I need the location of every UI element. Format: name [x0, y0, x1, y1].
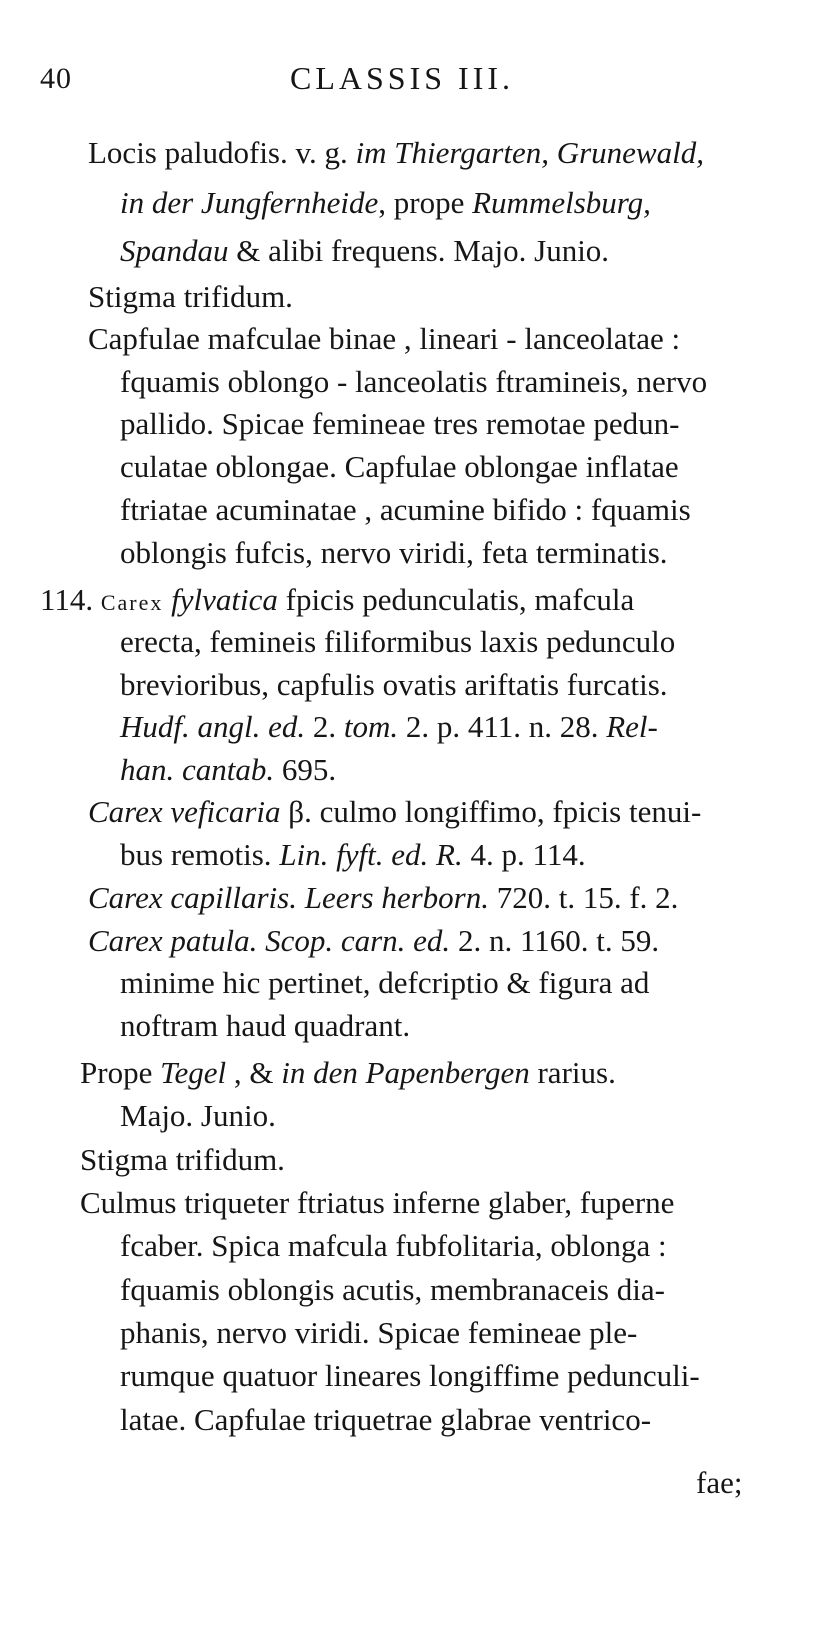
text-segment: bus remotis.: [120, 837, 280, 872]
text-segment: 4. p. 114.: [462, 837, 586, 872]
text-segment: [163, 582, 171, 617]
text-line: [88, 878, 678, 918]
text-line: [40, 580, 634, 620]
text-line: [120, 533, 668, 573]
text-segment: 720. t. 15. f. 2.: [488, 880, 679, 915]
text-segment: erecta, femineis filiformibus laxis pedunculo: [120, 624, 676, 659]
text-line: [120, 665, 668, 705]
text-segment: Locis paludofis. v. g.: [88, 135, 356, 170]
text-line: [120, 404, 679, 444]
text-segment: fcaber. Spica mafcula fubfolitaria, oblonga :: [120, 1228, 667, 1263]
text-segment: β. culmo longiffimo, fpicis tenui-: [280, 794, 702, 829]
text-line: [80, 1140, 285, 1180]
text-segment: Stigma trifidum.: [80, 1142, 285, 1177]
italic-text: Carex veficaria: [88, 794, 281, 829]
text-line: [120, 707, 658, 747]
text-segment: noftram haud quadrant.: [120, 1008, 411, 1043]
text-line: [120, 622, 675, 662]
text-segment: pallido. Spicae femineae tres remotae pedun-: [120, 406, 680, 441]
text-segment: Prope: [80, 1055, 161, 1090]
italic-text: Spandau: [120, 233, 229, 268]
catchword: fae;: [696, 1465, 743, 1500]
text-line: [88, 792, 701, 832]
text-line: [88, 319, 680, 359]
text-segment: brevioribus, capfulis ovatis ariftatis furcatis.: [120, 667, 668, 702]
text-line: [120, 447, 679, 487]
text-line: [120, 231, 609, 271]
italic-text: tom.: [343, 709, 399, 744]
text-segment: phanis, nervo viridi. Spicae femineae ple-: [120, 1315, 638, 1350]
text-line: [80, 1183, 674, 1223]
italic-text: in der Jungfernheide: [120, 185, 379, 220]
text-segment: latae. Capfulae triquetrae glabrae ventrico-: [120, 1402, 652, 1437]
text-segment: & alibi frequens. Majo. Junio.: [228, 233, 610, 268]
italic-text: Lin. fyft. ed. R.: [279, 837, 463, 872]
text-line: [120, 835, 586, 875]
text-line: [120, 362, 707, 402]
italic-text: Hudf. angl. ed.: [120, 709, 306, 744]
small-caps-text: Carex: [100, 590, 164, 615]
text-segment: , &: [226, 1055, 282, 1090]
italic-text: Carex capillaris. Leers herborn.: [88, 880, 489, 915]
text-segment: ftriatae acuminatae , acumine bifido : fquamis: [120, 492, 691, 527]
text-line: [120, 1096, 276, 1136]
text-segment: 2.: [305, 709, 344, 744]
text-line: [120, 1356, 700, 1396]
text-segment: oblongis fufcis, nervo viridi, feta terminatis.: [120, 535, 668, 570]
text-segment: culatae oblongae. Capfulae oblongae inflatae: [120, 449, 679, 484]
text-segment: 695.: [274, 752, 337, 787]
text-line: [120, 1400, 651, 1440]
italic-text: fylvatica: [171, 582, 278, 617]
text-segment: rarius.: [529, 1055, 616, 1090]
text-segment: 114.: [40, 582, 101, 617]
text-segment: minime hic pertinet, defcriptio & figura ad: [120, 965, 650, 1000]
text-segment: 2. n. 1160. t. 59.: [450, 923, 660, 958]
text-segment: fquamis oblongo - lanceolatis ftramineis, nervo: [120, 364, 708, 399]
text-segment: fquamis oblongis acutis, membranaceis dia-: [120, 1272, 665, 1307]
text-line: [80, 1053, 616, 1093]
italic-text: Tegel: [160, 1055, 227, 1090]
text-line: [120, 183, 651, 223]
text-line: [88, 133, 704, 173]
text-line: [120, 490, 691, 530]
text-line: [120, 1006, 410, 1046]
italic-text: im Thiergarten, Grunewald,: [355, 135, 704, 170]
text-segment: Capfulae mafculae binae , lineari - lanceolatae :: [88, 321, 681, 356]
text-segment: Stigma trifidum.: [88, 279, 293, 314]
italic-text: Rel-: [606, 709, 658, 744]
text-line: [120, 963, 649, 1003]
text-line: [88, 277, 293, 317]
text-segment: Majo. Junio.: [120, 1098, 276, 1133]
italic-text: Rummelsburg,: [472, 185, 651, 220]
text-segment: fpicis pedunculatis, mafcula: [277, 582, 635, 617]
italic-text: Carex patula. Scop. carn. ed.: [88, 923, 451, 958]
page-header: [0, 60, 830, 100]
text-line: [120, 1270, 665, 1310]
italic-text: han. cantab.: [120, 752, 275, 787]
text-line: [88, 921, 659, 961]
text-segment: rumque quatuor lineares longiffime pedunculi-: [120, 1358, 700, 1393]
italic-text: in den Papenbergen: [281, 1055, 530, 1090]
text-line: [120, 1313, 637, 1353]
running-head: CLASSIS III.: [290, 60, 515, 96]
text-segment: , prope: [378, 185, 473, 220]
text-line: [120, 1226, 667, 1266]
page-number: 40: [40, 62, 72, 95]
text-segment: Culmus triqueter ftriatus inferne glaber, fuperne: [80, 1185, 675, 1220]
text-segment: 2. p. 411. n. 28.: [398, 709, 607, 744]
text-line: [120, 750, 336, 790]
